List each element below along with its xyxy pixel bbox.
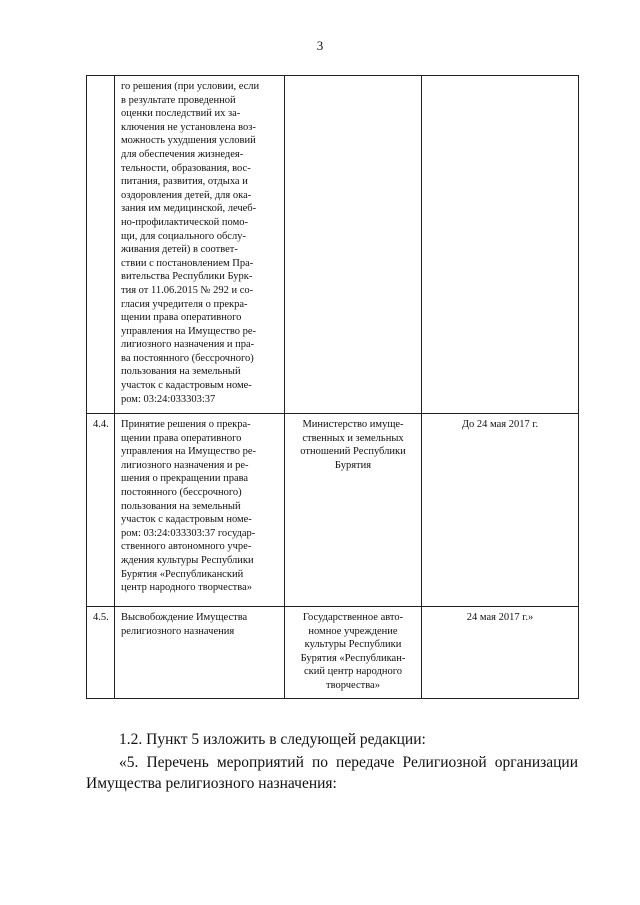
- measure-description: [115, 414, 285, 607]
- measures-table: [86, 75, 579, 699]
- measure-description-line: щении права оперативного: [121, 432, 242, 444]
- responsible-party-line: ский центр народного: [303, 666, 403, 678]
- measure-description-line: лигиозного назначения и пра-: [121, 339, 255, 351]
- measure-description-line: пользования на земельный: [121, 366, 241, 378]
- measure-description-line: тельности, образования, вос-: [121, 162, 251, 174]
- measures-table-body: [87, 76, 579, 699]
- responsible-party-line: Бурятия: [334, 459, 372, 471]
- measure-description-line: щении права оперативного: [121, 312, 242, 324]
- measure-description-line: ждения культуры Республики: [121, 554, 254, 566]
- measure-description-line: Бурятия «Республиканский: [121, 568, 244, 580]
- responsible-party-line: номное учреждение: [308, 625, 398, 637]
- responsible-party-line: Государственное авто-: [302, 612, 404, 623]
- measure-description-line: ром: 03:24:033303:37 государ-: [121, 527, 256, 539]
- responsible-party-line: отношений Республики: [300, 446, 406, 458]
- paragraph-item-1-2: 1.2. Пункт 5 изложить в следующей редакции:: [119, 730, 426, 748]
- deadline: До 24 мая 2017 г.: [422, 414, 579, 607]
- measure-description-line: Принятие решения о прекра-: [121, 419, 251, 430]
- measure-description-line: управления на Имущество ре-: [121, 325, 256, 337]
- measure-description: [115, 76, 285, 414]
- measure-description-line: ственного автономного учре-: [121, 541, 252, 553]
- measure-description-line: щи, для социального обслу-: [121, 230, 246, 242]
- measure-description-line: гласия учредителя о прекра-: [121, 298, 248, 310]
- deadline: [422, 76, 579, 414]
- responsible-party-line: культуры Республики: [304, 639, 402, 651]
- responsible-party: [285, 607, 422, 699]
- measure-description-line: пользования на земельный: [121, 500, 241, 512]
- measure-description-line: шения о прекращении права: [121, 473, 249, 485]
- measure-description-line: лигиозного назначения и ре-: [121, 459, 249, 471]
- measure-description-line: ром: 03:24:033303:37: [121, 393, 216, 405]
- measure-description-line: центр народного творчества»: [121, 582, 252, 594]
- responsible-party-line: Министерство имуще-: [302, 419, 404, 430]
- measure-description-line: го решения (при условии, если: [121, 81, 260, 92]
- measure-description-line: религиозного назначения: [121, 625, 235, 637]
- responsible-party: [285, 414, 422, 607]
- measure-description-line: питания, развития, отдыха и: [121, 176, 248, 188]
- measure-description-line: оценки последствий их за-: [121, 108, 241, 120]
- paragraph-item-5-intro: «5. Перечень мероприятий по передаче Религиозной организации Имущества религиозного назначения:: [86, 753, 578, 792]
- measure-description-line: управления на Имущество ре-: [121, 446, 256, 458]
- measure-description: [115, 607, 285, 699]
- measure-description-line: зания им медицинской, лечеб-: [121, 203, 257, 215]
- measure-description-line: ствии с постановлением Пра-: [121, 257, 254, 269]
- measure-description-line: участок с кадастровым номе-: [121, 380, 252, 392]
- table-row: [87, 607, 579, 699]
- measure-description-line: участок с кадастровым номе-: [121, 514, 252, 526]
- measure-description-line: Высвобождение Имущества: [121, 612, 248, 623]
- measure-description-line: в результате проведенной: [121, 94, 236, 106]
- page-number: 3: [316, 38, 324, 53]
- measure-description-line: ключения не установлена воз-: [121, 121, 256, 133]
- measure-description-line: ва постоянного (бессрочного): [121, 352, 254, 364]
- responsible-party-line: Бурятия «Республикан-: [300, 652, 406, 664]
- measure-description-line: для обеспечения жизнедея-: [121, 148, 244, 160]
- measure-description-line: но-профилактической помо-: [121, 216, 248, 228]
- measure-description-line: вительства Республики Бурк-: [121, 271, 253, 283]
- responsible-party: [285, 76, 422, 414]
- measure-description-line: тия от 11.06.2015 № 292 и со-: [121, 284, 254, 296]
- deadline: 24 мая 2017 г.»: [422, 607, 579, 699]
- responsible-party-line: творчества»: [326, 679, 380, 691]
- measure-description-line: живания детей) в соответ-: [121, 244, 238, 256]
- row-number: [87, 76, 115, 414]
- measure-description-line: можность ухудшения условий: [121, 135, 256, 147]
- row-number: 4.5.: [87, 607, 115, 699]
- table-row: [87, 76, 579, 414]
- table-row: [87, 414, 579, 607]
- measure-description-line: оздоровления детей, для ока-: [121, 189, 252, 201]
- responsible-party-line: ственных и земельных: [302, 432, 404, 444]
- measure-description-line: постоянного (бессрочного): [121, 486, 242, 498]
- row-number: 4.4.: [87, 414, 115, 607]
